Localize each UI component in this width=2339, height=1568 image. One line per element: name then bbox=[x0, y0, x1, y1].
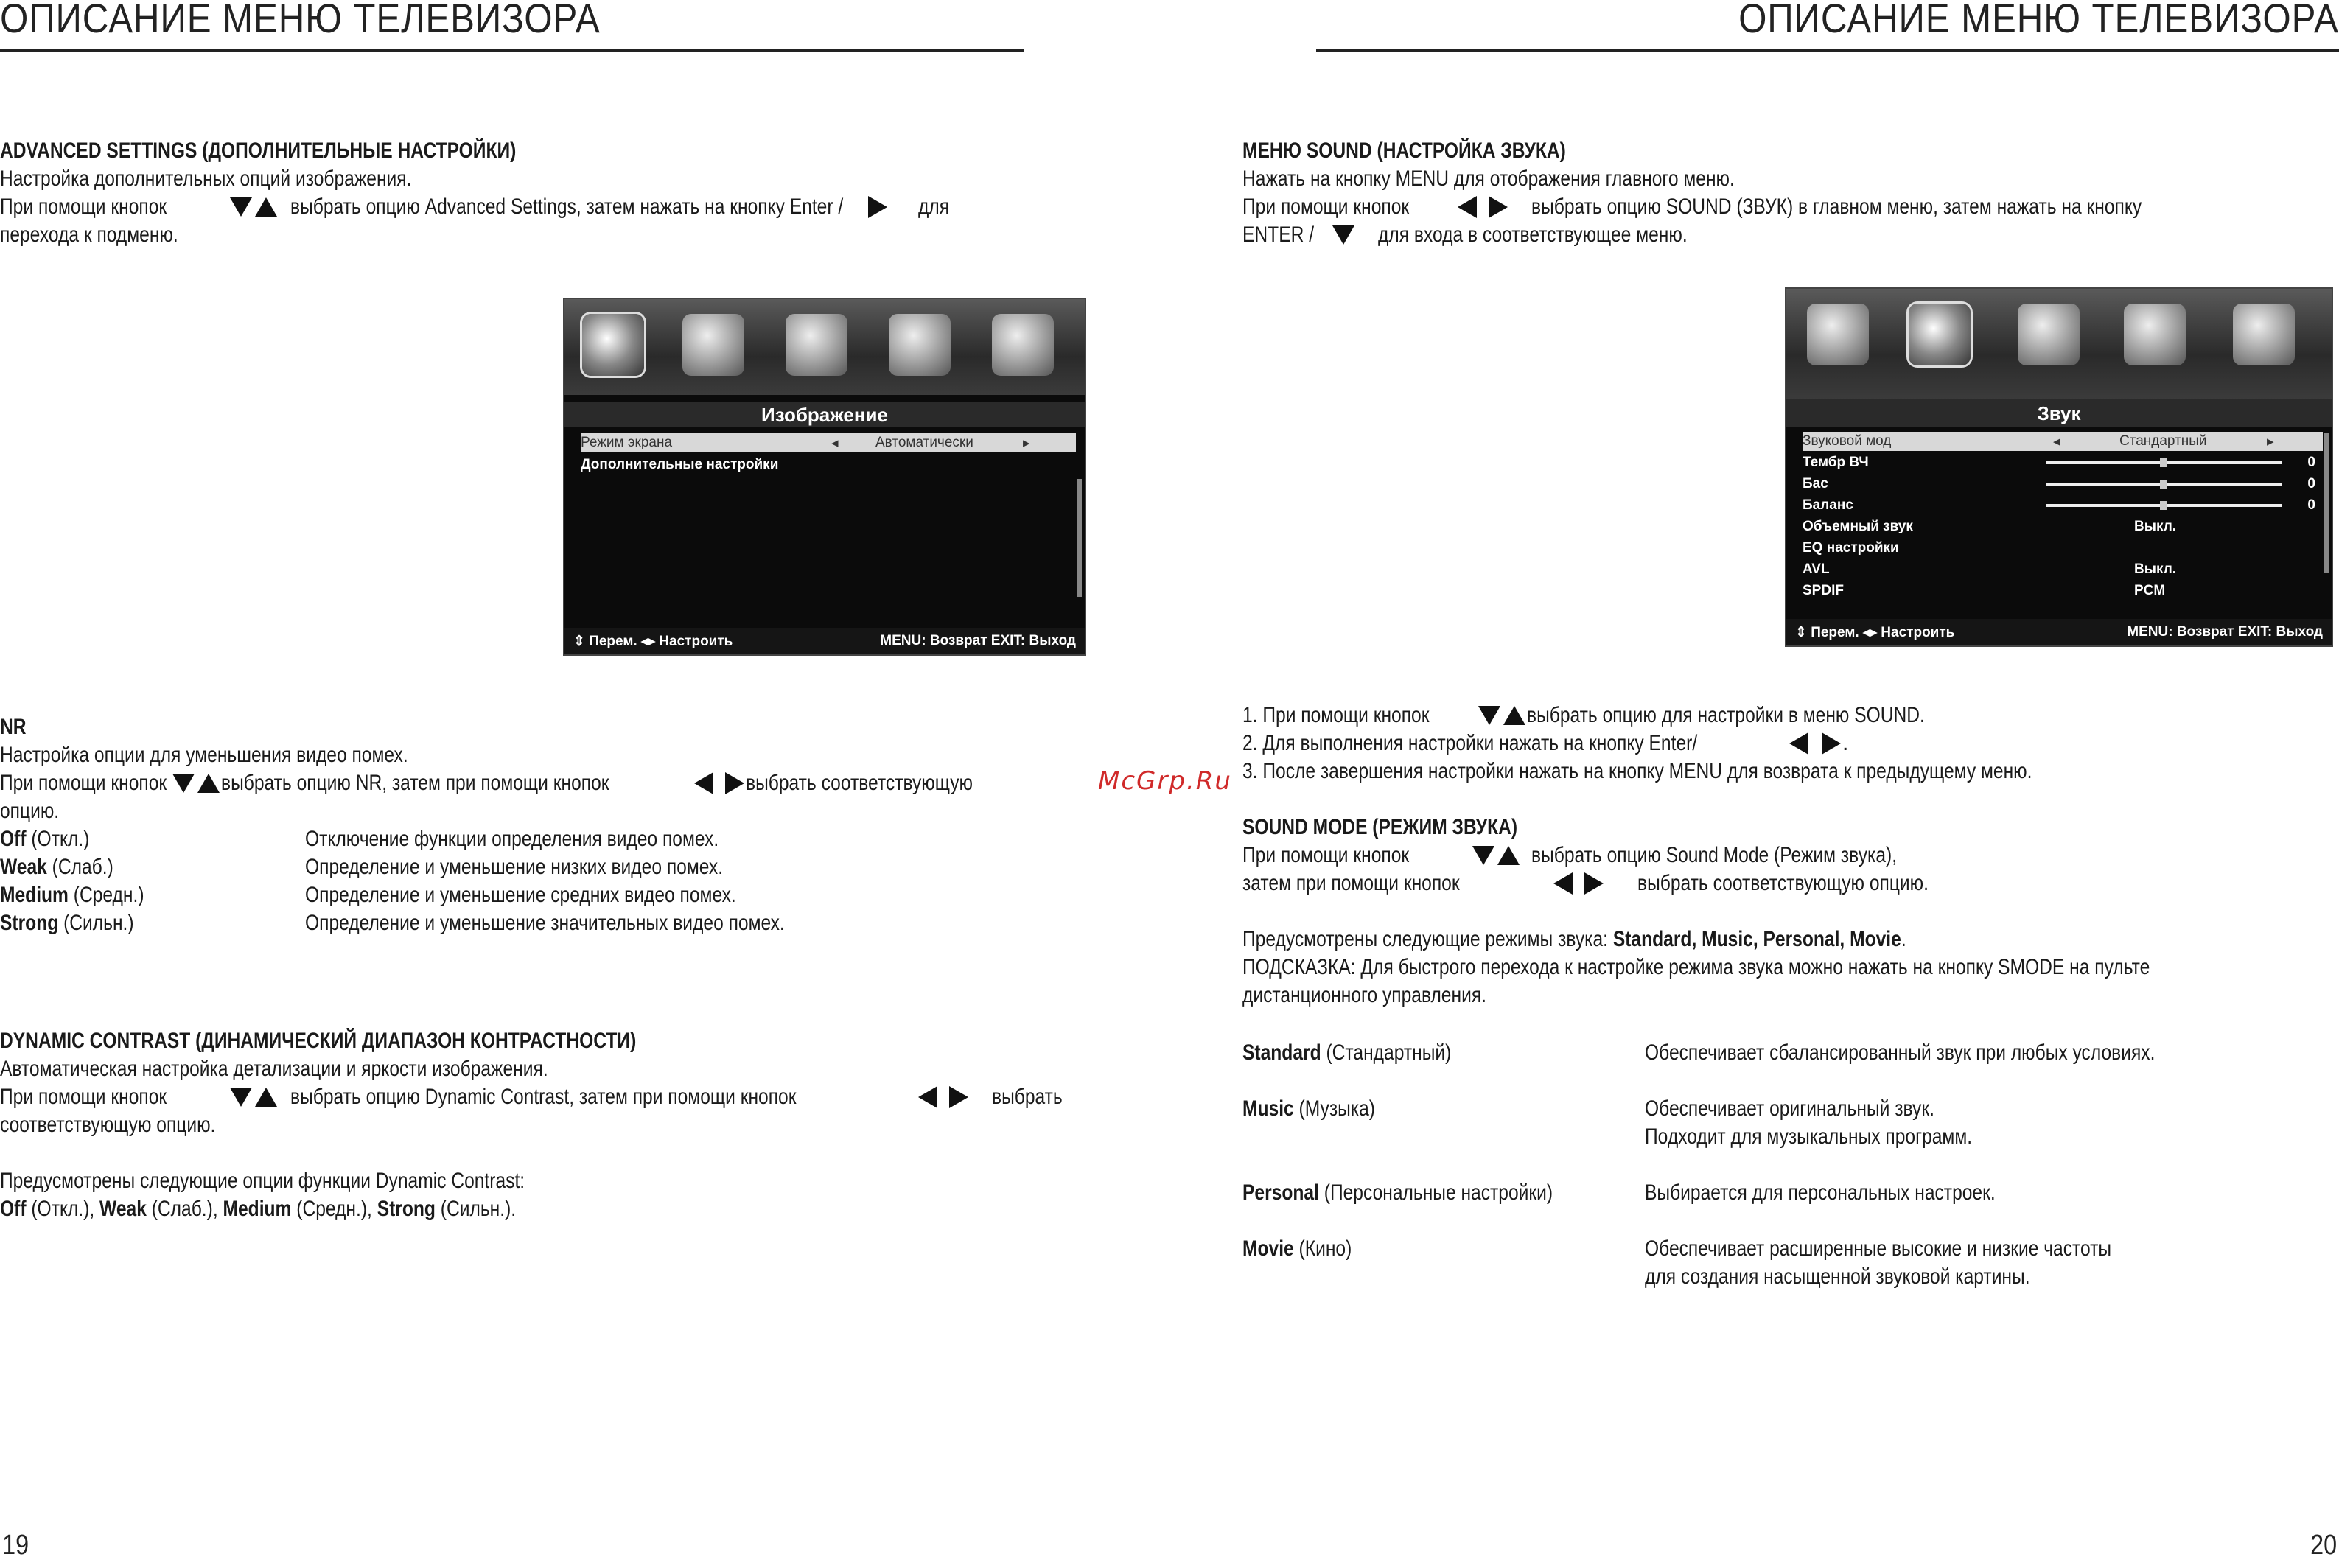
adv-line2a: При помощи кнопок bbox=[0, 195, 167, 219]
tv-row-advanced: Дополнительные настройки bbox=[581, 457, 779, 472]
sound-icon bbox=[682, 314, 744, 376]
right-arrow-icon bbox=[1489, 196, 1508, 218]
step-2: 2. Для выполнения настройки нажать на кнопку Enter/ . bbox=[1242, 731, 1849, 755]
right-page bbox=[1242, 0, 2339, 1568]
watermark: McGrp.Ru bbox=[1098, 766, 1232, 796]
tv-scrollbar bbox=[2324, 433, 2329, 573]
nr-line1: Настройка опции для уменьшения видео помех. bbox=[0, 743, 408, 767]
left-arrow-icon bbox=[1789, 732, 1808, 755]
sound-mode-desc-cont: для создания насыщенной звуковой картины. bbox=[1645, 1264, 2030, 1289]
tv-sound-row: Звуковой мод ◂ Стандартный ▸ bbox=[1803, 432, 2323, 451]
right-arrow-icon bbox=[1584, 872, 1604, 895]
left-arrow-icon bbox=[1458, 196, 1477, 218]
left-arrow-icon bbox=[1553, 872, 1573, 895]
down-arrow-icon bbox=[172, 774, 195, 793]
tv-sound-row: Объемный звук Выкл. bbox=[1803, 519, 2177, 534]
sound-mode-desc-cont: Подходит для музыкальных программ. bbox=[1645, 1124, 1973, 1149]
lock-icon bbox=[2124, 304, 2186, 365]
sound-mode-name: Movie (Кино) bbox=[1242, 1236, 1352, 1261]
mode-line2: затем при помощи кнопок выбрать соответствующую опцию. bbox=[1242, 871, 1929, 895]
down-arrow-icon bbox=[1478, 706, 1500, 725]
menu-icon-bar bbox=[564, 299, 1085, 395]
lock-icon bbox=[889, 314, 951, 376]
nr-option-name: Medium (Средн.) bbox=[0, 883, 144, 907]
sound-menu-screenshot bbox=[1785, 287, 2333, 647]
right-arrow-icon bbox=[949, 1086, 968, 1108]
sound-line3: ENTER / для входа в соответствующее меню. bbox=[1242, 223, 1688, 247]
page-number-right: 20 bbox=[2310, 1530, 2337, 1561]
nr-option-name: Strong (Сильн.) bbox=[0, 911, 134, 935]
left-header-title: ОПИСАНИЕ МЕНЮ ТЕЛЕВИЗОРА bbox=[0, 0, 601, 41]
up-arrow-icon bbox=[1497, 846, 1520, 865]
sound-mode-desc: Обеспечивает расширенные высокие и низкие частоты bbox=[1645, 1236, 2112, 1261]
mode-heading: SOUND MODE (РЕЖИМ ЗВУКА) bbox=[1242, 815, 1518, 839]
adv-line3: перехода к подменю. bbox=[0, 223, 178, 247]
down-arrow-icon bbox=[1332, 225, 1354, 245]
tv-slider bbox=[2046, 461, 2282, 464]
up-arrow-icon bbox=[1503, 706, 1525, 725]
page-number-left: 19 bbox=[2, 1530, 29, 1561]
left-arrow-icon bbox=[918, 1086, 937, 1108]
tv-sound-row: Тембр ВЧ 0 bbox=[1803, 455, 2315, 470]
adv-line2c: для bbox=[918, 195, 950, 219]
tv-footer: ⇕ Перем. ◂▸ Настроить MENU: Возврат EXIT: Выход bbox=[564, 628, 1085, 654]
nr-line2: При помощи кнопок выбрать опцию NR, затем при помощи кнопок выбрать соответствующую bbox=[0, 771, 973, 795]
nr-option-name: Weak (Слаб.) bbox=[0, 855, 113, 879]
tv-row-screen-mode: Режим экрана ◂ Автоматически ▸ bbox=[581, 433, 1076, 452]
tv-sound-row: SPDIF PCM bbox=[1803, 583, 2166, 598]
time-icon bbox=[2018, 304, 2080, 365]
sound-mode-desc: Обеспечивает оригинальный звук. bbox=[1645, 1096, 1934, 1121]
sound-icon bbox=[1909, 304, 1971, 365]
sound-mode-name: Standard (Стандартный) bbox=[1242, 1040, 1452, 1065]
right-arrow-icon bbox=[1822, 732, 1841, 755]
nr-option-desc: Определение и уменьшение низких видео помех. bbox=[305, 855, 724, 879]
dc-line4: Предусмотрены следующие опции функции Dynamic Contrast: bbox=[0, 1169, 525, 1193]
up-arrow-icon bbox=[197, 774, 220, 793]
adv-line2 bbox=[0, 193, 1105, 221]
sound-heading: МЕНЮ SOUND (НАСТРОЙКА ЗВУКА) bbox=[1242, 139, 1566, 163]
dc-options: Off (Откл.), Weak (Слаб.), Medium (Средн.), Strong (Сильн.). bbox=[0, 1197, 517, 1221]
sound-mode-name: Personal (Персональные настройки) bbox=[1242, 1180, 1553, 1205]
down-arrow-icon bbox=[230, 197, 252, 217]
tv-sound-row: Бас 0 bbox=[1803, 476, 2315, 491]
sound-mode-desc: Обеспечивает сбалансированный звук при любых условиях. bbox=[1645, 1040, 2156, 1065]
tv-sound-row: AVL Выкл. bbox=[1803, 561, 2177, 577]
nr-option-desc: Определение и уменьшение средних видео помех. bbox=[305, 883, 736, 907]
left-header-rule bbox=[0, 49, 1024, 52]
mode-line1: При помощи кнопок выбрать опцию Sound Mode (Режим звука), bbox=[1242, 843, 1898, 867]
left-arrow-icon bbox=[694, 772, 713, 794]
nr-heading: NR bbox=[0, 715, 27, 739]
sound-line2: При помощи кнопок выбрать опцию SOUND (ЗВУК) в главном меню, затем нажать на кнопку bbox=[1242, 195, 2142, 219]
tv-scrollbar bbox=[1077, 479, 1082, 597]
tv-menu-title: Изображение bbox=[564, 402, 1085, 427]
sound-mode-desc: Выбирается для персональных настроек. bbox=[1645, 1180, 1996, 1205]
picture-icon bbox=[582, 314, 644, 376]
right-arrow-icon bbox=[868, 196, 887, 218]
right-arrow-icon bbox=[725, 772, 744, 794]
dc-line1: Автоматическая настройка детализации и яркости изображения. bbox=[0, 1057, 548, 1081]
gear-icon bbox=[2233, 304, 2295, 365]
mode-line4: ПОДСКАЗКА: Для быстрого перехода к настройке режима звука можно нажать на кнопку SMODE на пульте bbox=[1242, 955, 2150, 979]
tv-footer: ⇕ Перем. ◂▸ Настроить MENU: Возврат EXIT: Выход bbox=[1786, 619, 2332, 645]
tv-slider bbox=[2046, 504, 2282, 507]
nr-option-name: Off (Откл.) bbox=[0, 827, 90, 851]
left-page bbox=[0, 0, 1105, 1568]
sound-line1: Нажать на кнопку MENU для отображения главного меню. bbox=[1242, 167, 1735, 191]
dc-line2: При помощи кнопок выбрать опцию Dynamic Contrast, затем при помощи кнопок выбрать bbox=[0, 1085, 1063, 1109]
adv-line2b: выбрать опцию Advanced Settings, затем нажать на кнопку Enter / bbox=[290, 195, 844, 219]
menu-icon-bar bbox=[1786, 289, 2332, 399]
sound-mode-name: Music (Музыка) bbox=[1242, 1096, 1375, 1121]
nr-line3: опцию. bbox=[0, 799, 60, 823]
tv-sound-row: EQ настройки bbox=[1803, 540, 1899, 556]
time-icon bbox=[786, 314, 847, 376]
picture-menu-screenshot bbox=[563, 298, 1086, 656]
step-1: 1. При помощи кнопок выбрать опцию для настройки в меню SOUND. bbox=[1242, 703, 1925, 727]
nr-option-desc: Отключение функции определения видео помех. bbox=[305, 827, 719, 851]
up-arrow-icon bbox=[255, 197, 277, 217]
tv-slider bbox=[2046, 483, 2282, 486]
nr-option-desc: Определение и уменьшение значительных видео помех. bbox=[305, 911, 785, 935]
tv-sound-row: Баланс 0 bbox=[1803, 497, 2315, 513]
picture-icon bbox=[1807, 304, 1869, 365]
down-arrow-icon bbox=[1472, 846, 1494, 865]
adv-heading: ADVANCED SETTINGS (ДОПОЛНИТЕЛЬНЫЕ НАСТРОЙКИ) bbox=[0, 139, 517, 163]
tv-menu-title: Звук bbox=[1786, 399, 2332, 427]
mode-line5: дистанционного управления. bbox=[1242, 983, 1486, 1007]
right-header-rule bbox=[1316, 49, 2339, 52]
dc-heading: DYNAMIC CONTRAST (ДИНАМИЧЕСКИЙ ДИАПАЗОН КОНТРАСТНОСТИ) bbox=[0, 1029, 637, 1053]
dc-line3: соответствующую опцию. bbox=[0, 1113, 216, 1137]
right-header-title: ОПИСАНИЕ МЕНЮ ТЕЛЕВИЗОРА bbox=[1738, 0, 2339, 41]
up-arrow-icon bbox=[255, 1088, 277, 1107]
step-3: 3. После завершения настройки нажать на кнопку MENU для возврата к предыдущему меню. bbox=[1242, 759, 2032, 783]
adv-line1: Настройка дополнительных опций изображения. bbox=[0, 167, 412, 191]
down-arrow-icon bbox=[230, 1088, 252, 1107]
mode-line3: Предусмотрены следующие режимы звука: Standard, Music, Personal, Movie. bbox=[1242, 927, 1906, 951]
gear-icon bbox=[992, 314, 1054, 376]
